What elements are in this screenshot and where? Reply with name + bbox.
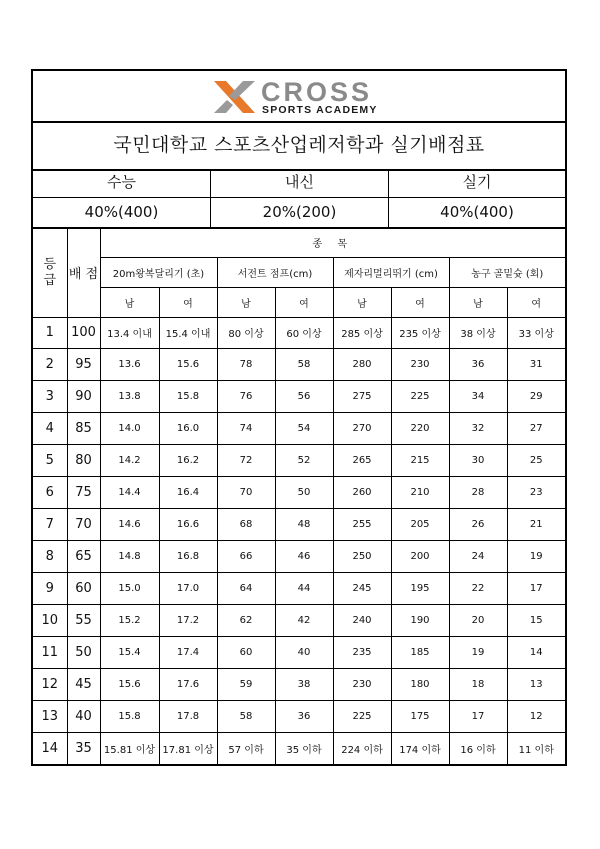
value-cell: 174 이하	[391, 732, 449, 765]
table-row	[33, 668, 565, 700]
value-cell: 16 이하	[449, 732, 507, 765]
value-cell: 255	[333, 508, 391, 540]
table-row	[33, 604, 565, 636]
grade-cell: 3	[33, 380, 67, 412]
value-cell: 15.6	[159, 348, 217, 380]
value-cell: 180	[391, 668, 449, 700]
value-cell: 17.4	[159, 636, 217, 668]
value-cell: 175	[391, 700, 449, 732]
value-cell: 11 이하	[507, 732, 565, 765]
value-cell: 250	[333, 540, 391, 572]
cross-sports-academy-logo	[211, 79, 421, 115]
ratio-value-naesin: 20%(200)	[210, 198, 388, 227]
gender-header: 여	[391, 287, 449, 317]
value-cell: 15	[507, 604, 565, 636]
score-table	[33, 229, 565, 765]
grade-header	[33, 229, 67, 317]
value-cell: 60 이상	[275, 317, 333, 348]
value-cell: 38	[275, 668, 333, 700]
logo-header	[33, 71, 565, 123]
table-row	[33, 540, 565, 572]
score-cell: 60	[67, 572, 100, 604]
value-cell: 15.4 이내	[159, 317, 217, 348]
score-cell: 55	[67, 604, 100, 636]
value-cell: 70	[217, 476, 275, 508]
score-cell: 80	[67, 444, 100, 476]
value-cell: 17.81 이상	[159, 732, 217, 765]
grade-cell: 11	[33, 636, 67, 668]
value-cell: 14.0	[100, 412, 159, 444]
event-header: 20m왕복달리기 (초)	[100, 257, 217, 287]
value-cell: 15.0	[100, 572, 159, 604]
value-cell: 20	[449, 604, 507, 636]
value-cell: 36	[275, 700, 333, 732]
value-cell: 205	[391, 508, 449, 540]
value-cell: 38 이상	[449, 317, 507, 348]
value-cell: 33 이상	[507, 317, 565, 348]
gender-header: 남	[449, 287, 507, 317]
table-row	[33, 636, 565, 668]
value-cell: 185	[391, 636, 449, 668]
event-header: 제자리멀리뛰기 (cm)	[333, 257, 449, 287]
value-cell: 31	[507, 348, 565, 380]
value-cell: 62	[217, 604, 275, 636]
value-cell: 195	[391, 572, 449, 604]
value-cell: 35 이하	[275, 732, 333, 765]
value-cell: 235 이상	[391, 317, 449, 348]
value-cell: 13.4 이내	[100, 317, 159, 348]
value-cell: 12	[507, 700, 565, 732]
value-cell: 16.2	[159, 444, 217, 476]
value-cell: 58	[217, 700, 275, 732]
logo-tagline: SPORTS ACADEMY	[262, 104, 378, 116]
items-header: 종 목	[100, 229, 565, 257]
value-cell: 27	[507, 412, 565, 444]
value-cell: 17	[449, 700, 507, 732]
score-cell: 40	[67, 700, 100, 732]
value-cell: 16.4	[159, 476, 217, 508]
grade-cell: 6	[33, 476, 67, 508]
value-cell: 224 이하	[333, 732, 391, 765]
value-cell: 16.8	[159, 540, 217, 572]
value-cell: 245	[333, 572, 391, 604]
gender-header: 여	[507, 287, 565, 317]
value-cell: 240	[333, 604, 391, 636]
score-header: 배 점	[67, 229, 100, 317]
value-cell: 280	[333, 348, 391, 380]
value-cell: 23	[507, 476, 565, 508]
score-cell: 65	[67, 540, 100, 572]
value-cell: 26	[449, 508, 507, 540]
value-cell: 21	[507, 508, 565, 540]
score-cell: 50	[67, 636, 100, 668]
value-cell: 17.6	[159, 668, 217, 700]
score-cell: 95	[67, 348, 100, 380]
grade-cell: 12	[33, 668, 67, 700]
value-cell: 15.8	[159, 380, 217, 412]
grade-cell: 2	[33, 348, 67, 380]
value-cell: 54	[275, 412, 333, 444]
ratio-label-suneung: 수능	[107, 173, 136, 191]
value-cell: 19	[507, 540, 565, 572]
value-cell: 14.2	[100, 444, 159, 476]
table-row	[33, 508, 565, 540]
score-cell: 70	[67, 508, 100, 540]
value-cell: 29	[507, 380, 565, 412]
table-row	[33, 444, 565, 476]
value-cell: 36	[449, 348, 507, 380]
value-cell: 19	[449, 636, 507, 668]
value-cell: 235	[333, 636, 391, 668]
score-sheet	[31, 69, 567, 766]
grade-cell: 13	[33, 700, 67, 732]
value-cell: 13.6	[100, 348, 159, 380]
value-cell: 275	[333, 380, 391, 412]
value-cell: 30	[449, 444, 507, 476]
value-cell: 34	[449, 380, 507, 412]
value-cell: 17.2	[159, 604, 217, 636]
value-cell: 230	[333, 668, 391, 700]
value-cell: 215	[391, 444, 449, 476]
value-cell: 60	[217, 636, 275, 668]
value-cell: 17.0	[159, 572, 217, 604]
value-cell: 14	[507, 636, 565, 668]
value-cell: 72	[217, 444, 275, 476]
ratio-label-silgi: 실기	[388, 169, 565, 197]
value-cell: 46	[275, 540, 333, 572]
gender-header: 남	[333, 287, 391, 317]
value-cell: 74	[217, 412, 275, 444]
value-cell: 66	[217, 540, 275, 572]
value-cell: 14.6	[100, 508, 159, 540]
score-cell: 45	[67, 668, 100, 700]
value-cell: 230	[391, 348, 449, 380]
value-cell: 17	[507, 572, 565, 604]
score-cell: 75	[67, 476, 100, 508]
score-cell: 35	[67, 732, 100, 765]
value-cell: 57 이하	[217, 732, 275, 765]
event-header: 서전트 점프(cm)	[217, 257, 333, 287]
value-cell: 18	[449, 668, 507, 700]
value-cell: 225	[391, 380, 449, 412]
value-cell: 42	[275, 604, 333, 636]
value-cell: 15.81 이상	[100, 732, 159, 765]
value-cell: 76	[217, 380, 275, 412]
value-cell: 210	[391, 476, 449, 508]
ratio-label-naesin: 내신	[210, 169, 388, 197]
table-row	[33, 700, 565, 732]
value-cell: 190	[391, 604, 449, 636]
ratio-label-row	[33, 169, 565, 198]
table-row	[33, 317, 565, 348]
value-cell: 200	[391, 540, 449, 572]
value-cell: 78	[217, 348, 275, 380]
value-cell: 50	[275, 476, 333, 508]
value-cell: 68	[217, 508, 275, 540]
table-row	[33, 348, 565, 380]
table-row	[33, 380, 565, 412]
value-cell: 80 이상	[217, 317, 275, 348]
gender-header: 남	[100, 287, 159, 317]
score-cell: 90	[67, 380, 100, 412]
value-cell: 260	[333, 476, 391, 508]
gender-header: 여	[159, 287, 217, 317]
table-row	[33, 412, 565, 444]
grade-cell: 14	[33, 732, 67, 765]
table-row	[33, 732, 565, 765]
ratio-value-row	[33, 198, 565, 229]
value-cell: 14.8	[100, 540, 159, 572]
value-cell: 270	[333, 412, 391, 444]
grade-cell: 9	[33, 572, 67, 604]
value-cell: 64	[217, 572, 275, 604]
value-cell: 14.4	[100, 476, 159, 508]
value-cell: 52	[275, 444, 333, 476]
value-cell: 32	[449, 412, 507, 444]
value-cell: 56	[275, 380, 333, 412]
grade-cell: 1	[33, 317, 67, 348]
value-cell: 220	[391, 412, 449, 444]
value-cell: 48	[275, 508, 333, 540]
value-cell: 28	[449, 476, 507, 508]
gender-header: 남	[217, 287, 275, 317]
value-cell: 22	[449, 572, 507, 604]
value-cell: 225	[333, 700, 391, 732]
value-cell: 15.6	[100, 668, 159, 700]
value-cell: 24	[449, 540, 507, 572]
value-cell: 15.8	[100, 700, 159, 732]
table-row	[33, 476, 565, 508]
value-cell: 16.0	[159, 412, 217, 444]
score-cell: 85	[67, 412, 100, 444]
value-cell: 59	[217, 668, 275, 700]
value-cell: 17.8	[159, 700, 217, 732]
value-cell: 58	[275, 348, 333, 380]
value-cell: 25	[507, 444, 565, 476]
grade-cell: 7	[33, 508, 67, 540]
table-row	[33, 572, 565, 604]
value-cell: 16.6	[159, 508, 217, 540]
value-cell: 15.2	[100, 604, 159, 636]
ratio-value-suneung: 40%(400)	[84, 203, 159, 221]
grade-header-label: 등 급	[43, 256, 57, 288]
value-cell: 15.4	[100, 636, 159, 668]
value-cell: 40	[275, 636, 333, 668]
grade-cell: 4	[33, 412, 67, 444]
value-cell: 13.8	[100, 380, 159, 412]
grade-cell: 8	[33, 540, 67, 572]
value-cell: 285 이상	[333, 317, 391, 348]
value-cell: 44	[275, 572, 333, 604]
value-cell: 13	[507, 668, 565, 700]
event-header: 농구 골밑슛 (회)	[449, 257, 565, 287]
grade-cell: 5	[33, 444, 67, 476]
ratio-value-silgi: 40%(400)	[388, 198, 565, 227]
logo-wordmark: CROSS	[261, 77, 373, 107]
grade-cell: 10	[33, 604, 67, 636]
gender-header: 여	[275, 287, 333, 317]
score-cell: 100	[67, 317, 100, 348]
page-title: 국민대학교 스포츠산업레저학과 실기배점표	[33, 121, 565, 171]
cross-x-mark-icon	[211, 79, 257, 115]
value-cell: 265	[333, 444, 391, 476]
